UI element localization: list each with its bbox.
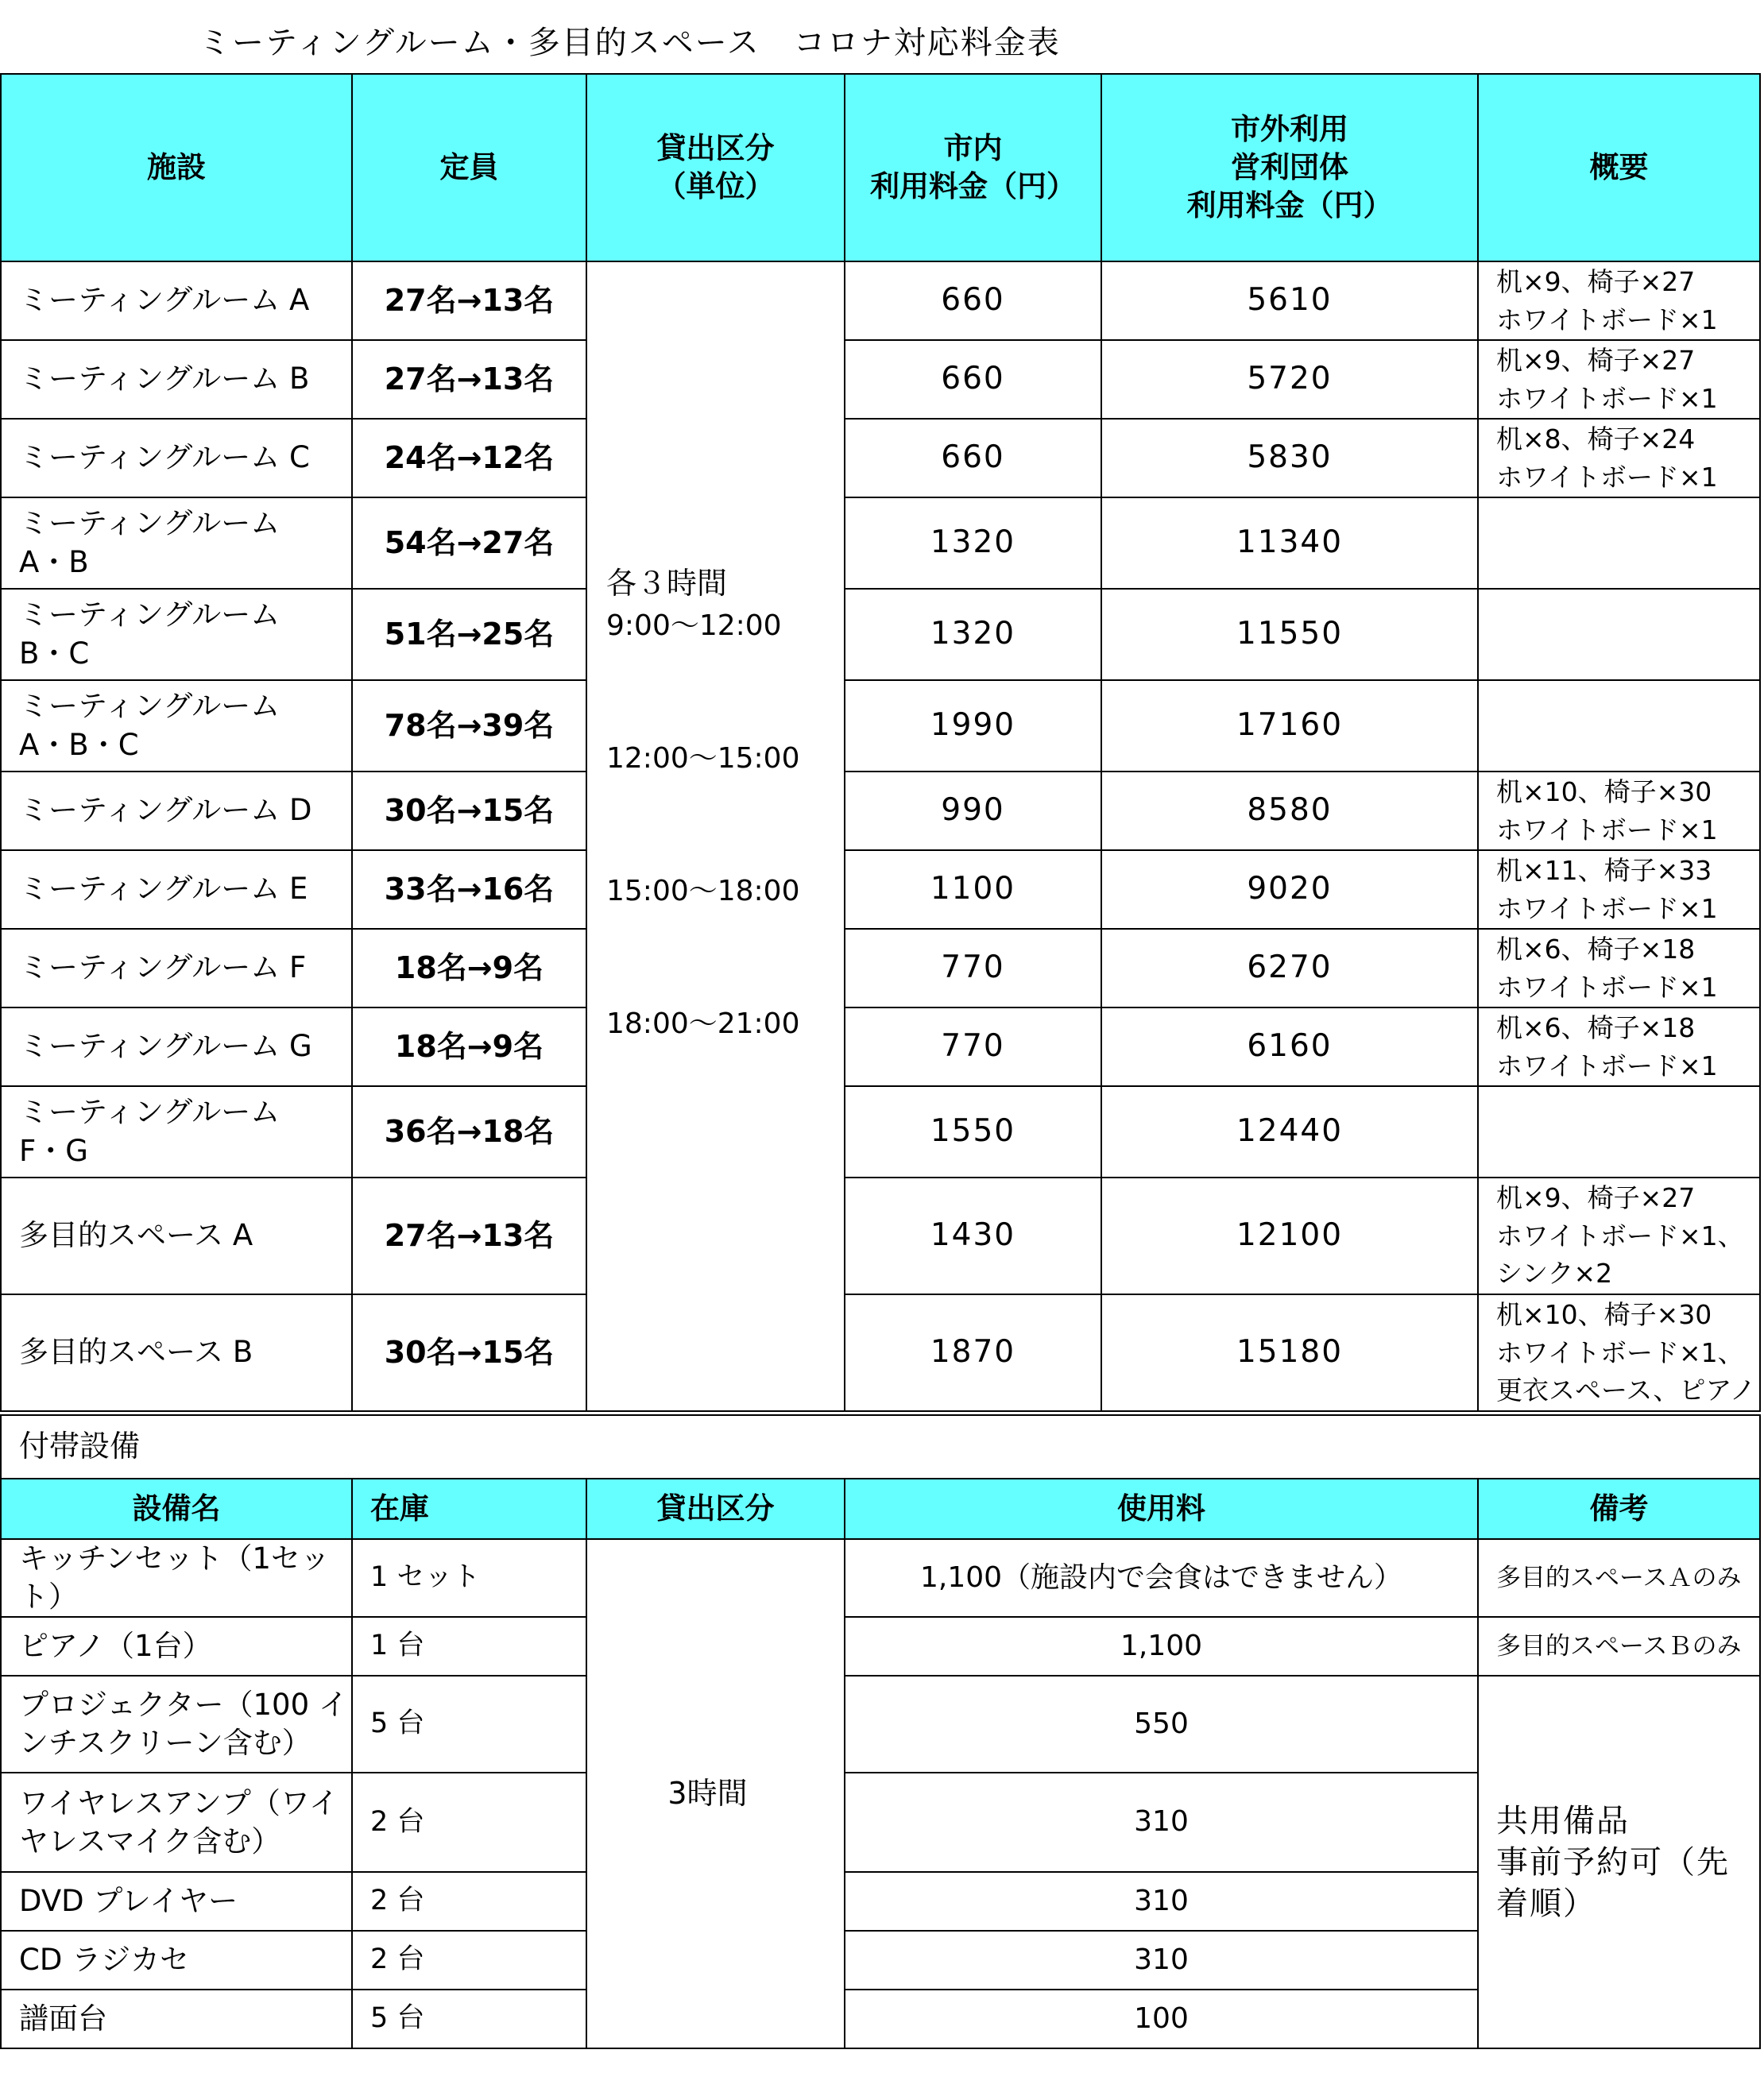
equipment-name: CD ラジカセ — [1, 1931, 352, 1990]
room-fee-city: 660 — [845, 340, 1101, 419]
room-capacity: 30名→15名 — [352, 772, 586, 850]
table-row — [1, 680, 1760, 772]
table-row — [1, 850, 1760, 929]
equipment-note: 多目的スペースＢのみ — [1478, 1617, 1760, 1676]
room-capacity: 18名→9名 — [352, 1007, 586, 1086]
equipment-section-label: 付帯設備 — [1, 1415, 1760, 1479]
room-note — [1478, 680, 1760, 772]
room-capacity: 24名→12名 — [352, 419, 586, 497]
room-fee-outside: 8580 — [1101, 772, 1478, 850]
room-capacity: 30名→15名 — [352, 1294, 586, 1411]
room-note: 机×6、椅子×18 ホワイトボード×1 — [1478, 929, 1760, 1007]
table-row — [1, 1086, 1760, 1178]
equipment-fee: 310 — [845, 1931, 1478, 1990]
equipment-fee: 310 — [845, 1773, 1478, 1872]
equipment-fee: 310 — [845, 1872, 1478, 1931]
header-rental-unit: 貸出区分 （単位） — [586, 74, 845, 261]
room-name: ミーティングルーム A・B — [1, 497, 352, 589]
header-row — [1, 74, 1760, 261]
room-fee-outside: 12440 — [1101, 1086, 1478, 1178]
room-fee-outside: 5830 — [1101, 419, 1478, 497]
room-fee-city: 660 — [845, 261, 1101, 340]
room-name: 多目的スペース A — [1, 1178, 352, 1294]
room-fee-outside: 11340 — [1101, 497, 1478, 589]
rental-slot-each: 各３時間 — [606, 566, 728, 601]
table-row — [1, 1007, 1760, 1086]
equipment-name: ワイヤレスアンプ（ワイヤレスマイク含む） — [1, 1773, 352, 1872]
room-note — [1478, 497, 1760, 589]
equipment-fee: 1,100（施設内で会食はできません） — [845, 1539, 1478, 1617]
room-fee-outside: 11550 — [1101, 589, 1478, 680]
room-name: ミーティングルーム A・B・C — [1, 680, 352, 772]
room-name: ミーティングルーム F — [1, 929, 352, 1007]
rental-slot-4: 18:00～21:00 — [606, 1007, 800, 1040]
equipment-fee: 550 — [845, 1676, 1478, 1773]
header-usage-fee: 使用料 — [845, 1479, 1478, 1539]
table-row — [1, 1617, 1760, 1676]
facility-fee-table — [0, 73, 1761, 1412]
room-fee-outside: 6270 — [1101, 929, 1478, 1007]
room-fee-city: 660 — [845, 419, 1101, 497]
header-outside-fee: 市外利用 営利団体 利用料金（円） — [1101, 74, 1478, 261]
header-stock: 在庫 — [352, 1479, 586, 1539]
room-name: ミーティングルーム D — [1, 772, 352, 850]
equipment-stock: 2 台 — [352, 1872, 586, 1931]
table-row — [1, 1294, 1760, 1411]
room-capacity: 36名→18名 — [352, 1086, 586, 1178]
room-capacity: 27名→13名 — [352, 261, 586, 340]
equipment-name: DVD プレイヤー — [1, 1872, 352, 1931]
room-fee-city: 770 — [845, 1007, 1101, 1086]
room-note: 机×10、椅子×30 ホワイトボード×1 — [1478, 772, 1760, 850]
room-capacity: 33名→16名 — [352, 850, 586, 929]
room-fee-city: 1870 — [845, 1294, 1101, 1411]
room-note: 机×9、椅子×27 ホワイトボード×1 — [1478, 261, 1760, 340]
room-fee-outside: 6160 — [1101, 1007, 1478, 1086]
equipment-stock: 2 台 — [352, 1931, 586, 1990]
rental-slot-1: 9:00～12:00 — [606, 609, 782, 643]
page-title: ミーティングルーム・多目的スペース コロナ対応料金表 — [199, 25, 1061, 61]
rental-slot-2: 12:00～15:00 — [606, 742, 800, 775]
header-facility: 施設 — [1, 74, 352, 261]
equipment-stock: 2 台 — [352, 1773, 586, 1872]
table-row — [1, 1539, 1760, 1617]
room-capacity: 27名→13名 — [352, 1178, 586, 1294]
table-row — [1, 497, 1760, 589]
room-capacity: 18名→9名 — [352, 929, 586, 1007]
room-fee-city: 990 — [845, 772, 1101, 850]
room-fee-outside: 15180 — [1101, 1294, 1478, 1411]
equipment-header-row — [1, 1479, 1760, 1539]
equipment-name: ピアノ（1台） — [1, 1617, 352, 1676]
room-fee-city: 1430 — [845, 1178, 1101, 1294]
room-note: 机×9、椅子×27 ホワイトボード×1、 シンク×2 — [1478, 1178, 1760, 1294]
table-row — [1, 340, 1760, 419]
room-note: 机×10、椅子×30 ホワイトボード×1、 更衣スペース、ピアノ — [1478, 1294, 1760, 1411]
table-row — [1, 1178, 1760, 1294]
room-name: ミーティングルーム B — [1, 340, 352, 419]
room-fee-outside: 12100 — [1101, 1178, 1478, 1294]
room-fee-city: 1320 — [845, 589, 1101, 680]
equipment-name: プロジェクター（100 インチスクリーン含む） — [1, 1676, 352, 1773]
equipment-note: 多目的スペースＡのみ — [1478, 1539, 1760, 1617]
equipment-fee: 100 — [845, 1990, 1478, 2048]
table-row — [1, 1676, 1760, 1773]
shared-equipment-note: 共用備品 事前予約可（先着順） — [1478, 1676, 1760, 2048]
room-name: ミーティングルーム G — [1, 1007, 352, 1086]
room-fee-city: 770 — [845, 929, 1101, 1007]
room-name: ミーティングルーム E — [1, 850, 352, 929]
header-remarks: 備考 — [1478, 1479, 1760, 1539]
header-equipment-rental: 貸出区分 — [586, 1479, 845, 1539]
header-equipment-name: 設備名 — [1, 1479, 352, 1539]
room-fee-outside: 5610 — [1101, 261, 1478, 340]
rental-slot-3: 15:00～18:00 — [606, 874, 800, 907]
room-capacity: 51名→25名 — [352, 589, 586, 680]
table-row — [1, 772, 1760, 850]
room-name: ミーティングルーム B・C — [1, 589, 352, 680]
equipment-stock: 5 台 — [352, 1676, 586, 1773]
equipment-stock: 1 セット — [352, 1539, 586, 1617]
equipment-fee: 1,100 — [845, 1617, 1478, 1676]
header-city-fee: 市内 利用料金（円） — [845, 74, 1101, 261]
room-fee-outside: 17160 — [1101, 680, 1478, 772]
equipment-name: 譜面台 — [1, 1990, 352, 2048]
room-name: ミーティングルーム F・G — [1, 1086, 352, 1178]
room-name: ミーティングルーム C — [1, 419, 352, 497]
room-note — [1478, 1086, 1760, 1178]
room-fee-city: 1100 — [845, 850, 1101, 929]
room-capacity: 54名→27名 — [352, 497, 586, 589]
room-note: 机×9、椅子×27 ホワイトボード×1 — [1478, 340, 1760, 419]
header-overview: 概要 — [1478, 74, 1760, 261]
equipment-name: キッチンセット（1セット） — [1, 1539, 352, 1617]
table-row — [1, 589, 1760, 680]
equipment-rental-cell: 3時間 — [586, 1539, 845, 2048]
room-note — [1478, 589, 1760, 680]
room-note: 机×11、椅子×33 ホワイトボード×1 — [1478, 850, 1760, 929]
room-fee-city: 1990 — [845, 680, 1101, 772]
equipment-section-row — [1, 1415, 1760, 1479]
equipment-table — [0, 1414, 1761, 2049]
rental-slot-cell — [586, 261, 845, 1411]
room-fee-outside: 9020 — [1101, 850, 1478, 929]
header-capacity: 定員 — [352, 74, 586, 261]
room-name: ミーティングルーム A — [1, 261, 352, 340]
room-fee-outside: 5720 — [1101, 340, 1478, 419]
table-row — [1, 419, 1760, 497]
room-capacity: 78名→39名 — [352, 680, 586, 772]
room-note: 机×8、椅子×24 ホワイトボード×1 — [1478, 419, 1760, 497]
room-fee-city: 1550 — [845, 1086, 1101, 1178]
room-name: 多目的スペース B — [1, 1294, 352, 1411]
table-row — [1, 929, 1760, 1007]
equipment-stock: 5 台 — [352, 1990, 586, 2048]
room-note: 机×6、椅子×18 ホワイトボード×1 — [1478, 1007, 1760, 1086]
room-fee-city: 1320 — [845, 497, 1101, 589]
table-row — [1, 261, 1760, 340]
equipment-stock: 1 台 — [352, 1617, 586, 1676]
room-capacity: 27名→13名 — [352, 340, 586, 419]
